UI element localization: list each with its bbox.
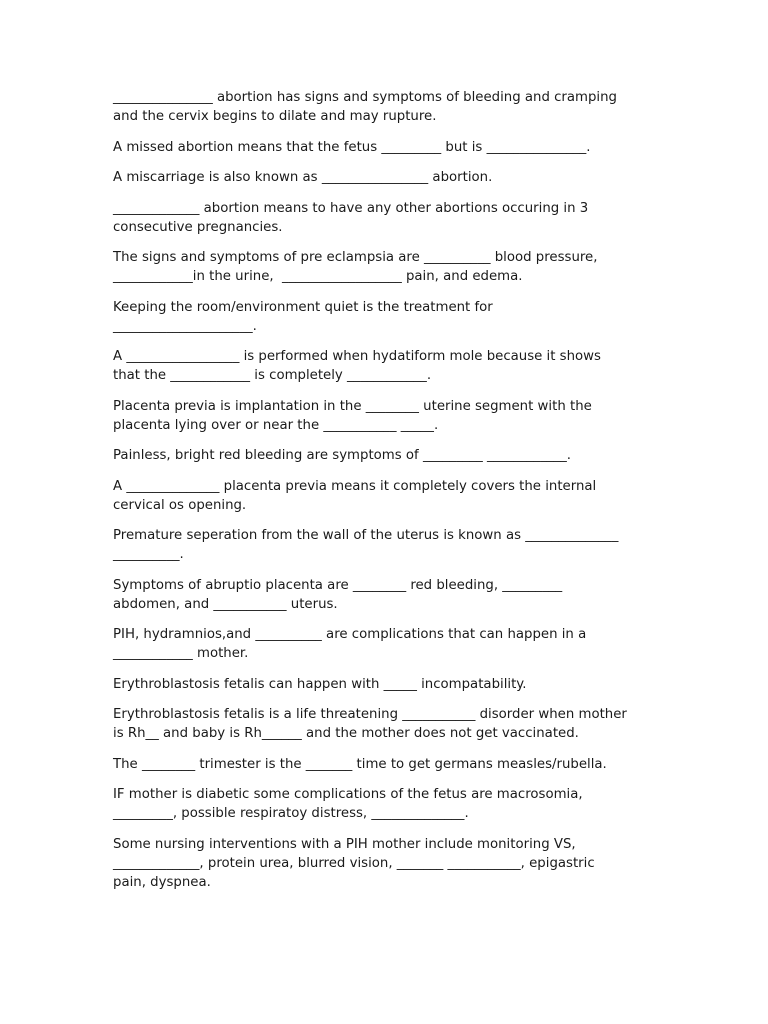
question-text-line: abdomen, and ___________ uterus. (113, 596, 338, 612)
question-text-line: Symptoms of abruptio placenta are ________ red bleeding, _________ (113, 577, 563, 593)
question-text-line: is Rh__ and baby is Rh______ and the mother does not get vaccinated. (113, 726, 579, 741)
question-paragraph (113, 298, 673, 336)
question-text-line: consecutive pregnancies. (113, 219, 283, 235)
question-text-line: The ________ trimester is the _______ time to get germans measles/rubella. (113, 756, 607, 772)
question-text-line: ____________ mother. (113, 646, 249, 661)
question-paragraph (113, 138, 673, 157)
question-text-line: Some nursing interventions with a PIH mother include monitoring VS, (113, 836, 576, 852)
question-text-line: PIH, hydramnios,and __________ are complications that can happen in a (113, 627, 587, 642)
question-paragraph (113, 199, 673, 237)
question-text-line: IF mother is diabetic some complications of the fetus are macrosomia, (113, 787, 583, 802)
question-text-line: _______________ abortion has signs and symptoms of bleeding and cramping (113, 90, 617, 105)
question-text-line: A _________________ is performed when hydatiform mole because it shows (113, 349, 601, 364)
question-paragraph (113, 675, 673, 694)
question-text-line: A missed abortion means that the fetus _________ but is _______________. (113, 139, 591, 155)
question-paragraph (113, 168, 673, 187)
question-paragraph (113, 526, 673, 564)
question-paragraph (113, 446, 673, 465)
question-text-line: _____________, protein urea, blurred vision, _______ ___________, epigastric (113, 855, 595, 871)
question-text-line: Placenta previa is implantation in the ________ uterine segment with the (113, 398, 592, 414)
question-paragraph (113, 477, 673, 515)
question-text-line: A miscarriage is also known as ________________ abortion. (113, 170, 493, 185)
question-text-line: The signs and symptoms of pre eclampsia are __________ blood pressure, (113, 250, 598, 265)
question-text-line: Premature seperation from the wall of the uterus is known as ______________ (113, 528, 619, 543)
question-text-line: _________, possible respiratoy distress, ______________. (113, 806, 469, 821)
question-paragraph (113, 88, 673, 126)
question-text-line: Keeping the room/environment quiet is the treatment for (113, 299, 493, 315)
question-text-line: that the ____________ is completely ____________. (113, 368, 432, 383)
question-text-line: ____________in the urine, __________________ pain, and edema. (113, 269, 523, 284)
question-paragraph (113, 785, 673, 823)
question-text-line: Erythroblastosis fetalis can happen with _____ incompatability. (113, 676, 527, 692)
question-text-line: and the cervix begins to dilate and may rupture. (113, 109, 437, 124)
worksheet-document (113, 88, 673, 903)
question-paragraph (113, 625, 673, 663)
question-text-line: pain, dyspnea. (113, 874, 211, 890)
question-text-line: placenta lying over or near the ___________ _____. (113, 417, 439, 433)
question-text-line: _____________________. (113, 318, 257, 334)
question-text-line: __________. (113, 547, 184, 562)
question-text-line: _____________ abortion means to have any other abortions occuring in 3 (113, 200, 589, 216)
question-text-line: cervical os opening. (113, 497, 247, 513)
question-text-line: Erythroblastosis fetalis is a life threatening ___________ disorder when mother (113, 707, 627, 722)
question-paragraph (113, 576, 673, 614)
question-paragraph (113, 347, 673, 385)
question-text-line: Painless, bright red bleeding are symptoms of _________ ____________. (113, 448, 572, 463)
question-text-line: A ______________ placenta previa means it completely covers the internal (113, 478, 597, 494)
question-paragraph (113, 705, 673, 743)
question-paragraph (113, 397, 673, 435)
question-paragraph (113, 248, 673, 286)
question-paragraph (113, 755, 673, 774)
question-paragraph (113, 835, 673, 892)
